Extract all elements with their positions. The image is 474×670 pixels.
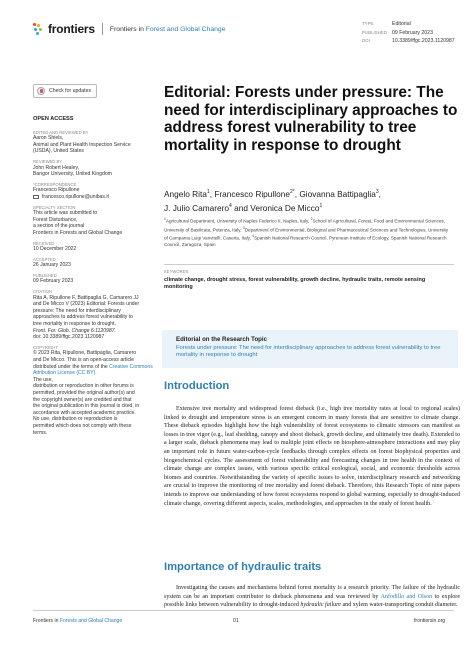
- license-line: and De Micco. This is an open-access article: [33, 357, 134, 363]
- paragraph-italic: hydraulic failure: [300, 602, 341, 609]
- affiliation-sup: 1: [164, 217, 166, 221]
- license-line: the copyright owner(s) are credited and that: [33, 396, 132, 403]
- research-topic-box: [162, 330, 458, 368]
- article-title: Editorial: Forests under pressure: The need for interdisciplinary approaches to address forest vulnerability to tree mortality in response to drought: [164, 84, 458, 154]
- meta-published: [362, 29, 455, 38]
- author[interactable]: [164, 203, 232, 213]
- paragraph-text: Investigating the causes and mechanisms behind forest mortality is a research priority. The failure of the hydraulic system can be an important contributor to dieback phenomena and was reviewed by: [164, 585, 460, 600]
- affiliation-sup: 2: [310, 217, 313, 221]
- affiliation: Department of Environmental, Biological and Pharmaceutical Sciences and Technologies, University of Campania Luigi Vanvitelli, Caserta, Italy,: [164, 227, 449, 241]
- footer-site-link[interactable]: frontiersin.org: [414, 618, 446, 624]
- affiliation: Spanish National Research Council, Pyrenean Institute of Ecology, Spanish National Research Council, Zaragoza, Spain: [164, 235, 447, 247]
- author[interactable]: [164, 189, 210, 199]
- journal-title[interactable]: [110, 26, 226, 33]
- reviewed-by-block: [33, 159, 155, 178]
- section-heading-hydraulic-traits: Importance of hydraulic traits: [164, 561, 322, 573]
- affiliations: [164, 216, 449, 248]
- license-line: No use, distribution or reproduction is: [33, 416, 118, 423]
- specialty-label: SPECIALTY SECTION: [33, 204, 76, 210]
- specialty-line: This article was submitted to: [33, 210, 98, 217]
- keywords-divider: [164, 264, 454, 265]
- citation-line: Rita A, Ripullone F, Battipaglia G, Camarero JJ: [33, 294, 139, 301]
- author-name: Angelo Rita: [164, 188, 207, 199]
- mail-icon: [33, 195, 39, 199]
- author-sup: 3: [375, 189, 379, 195]
- author[interactable]: [214, 189, 294, 199]
- copyright-label: COPYRIGHT: [33, 344, 58, 350]
- hydraulic-body: [164, 584, 460, 610]
- footer-journal[interactable]: [33, 618, 122, 624]
- correspondence-email[interactable]: francesco.ripullone@unibas.it: [42, 193, 109, 200]
- edited-line: Aaron Shiels,: [33, 135, 64, 142]
- affiliation: Agricultural Department, University of Naples Federico II, Naples, Italy,: [165, 218, 311, 224]
- citation-line: Front. For. Glob. Change 6:1120987.: [33, 327, 116, 334]
- license-line: permitted which does not comply with these: [33, 422, 132, 429]
- specialty-line: a section of the journal: [33, 223, 85, 230]
- page-header: [0, 0, 474, 44]
- meta-type-label: TYPE: [362, 21, 374, 26]
- citation-line: pressure: The need for interdisciplinary: [33, 307, 121, 314]
- accepted-label: ACCEPTED: [33, 256, 56, 262]
- license-line: the original publication in this journal is cited, in: [33, 403, 140, 410]
- received-label: RECEIVED: [33, 240, 55, 246]
- correspondence-email-row: [33, 194, 155, 201]
- license-text: distributed under the terms of the: [33, 363, 110, 370]
- specialty-line: Frontiers in Forests and Global Change: [33, 229, 123, 236]
- edited-label: EDITED AND REVIEWED BY: [33, 129, 89, 135]
- reviewed-line: John Robert Healey,: [33, 164, 80, 171]
- cc-by-license-link[interactable]: Creative Commons Attribution License (CC BY).: [33, 363, 153, 377]
- meta-type-value: Editorial: [392, 21, 411, 27]
- author-name: Giovanna Battipaglia: [299, 188, 376, 199]
- affiliation-sup: 3: [242, 225, 245, 230]
- journal-header: [33, 22, 226, 36]
- citation-line: approaches to address forest vulnerability to: [33, 314, 133, 321]
- edited-line: (USDA), United States: [33, 148, 84, 155]
- license-line: © 2023 Rita, Ripullone, Battipaglia, Camarero: [33, 350, 137, 357]
- paragraph-text: and xylem water-transporting conduit diameter.: [340, 602, 458, 609]
- journal-name: Forest and Global Change: [145, 25, 226, 33]
- meta-type: [362, 20, 455, 29]
- author-name: Francesco Ripullone: [214, 188, 290, 199]
- specialty-line: Forest Disturbance,: [33, 216, 78, 223]
- received-date: 10 December 2022: [33, 246, 77, 253]
- brand-name[interactable]: frontiers: [48, 22, 95, 36]
- paragraph-text: to explore possible links between vulnerability to drought-induced: [164, 593, 461, 609]
- check-updates-button[interactable]: [33, 84, 97, 98]
- author-sup: 1: [206, 189, 210, 195]
- header-divider: [102, 23, 103, 35]
- introduction-body: [164, 405, 460, 508]
- citation-block: [33, 289, 155, 341]
- author-name: Veronica De Micco: [250, 202, 320, 213]
- affiliation: School of Agricultural, Forest, Food and Environmental Sciences, University of Basilicata, Potenza, Italy,: [164, 218, 445, 233]
- author-sup: 2*: [289, 189, 295, 195]
- license-line: The use,: [33, 376, 53, 383]
- citation-line: tree mortality in response to drought.: [33, 321, 116, 328]
- copyright-block: [33, 345, 155, 436]
- license-line: accordance with accepted academic practice.: [33, 409, 136, 416]
- citation-label: CITATION: [33, 289, 52, 295]
- page-number: 01: [233, 618, 239, 624]
- reviewed-label: REVIEWED BY: [33, 158, 63, 164]
- specialty-section-block: [33, 205, 155, 237]
- article-meta: [362, 20, 455, 46]
- meta-doi-value[interactable]: 10.3389/ffgc.2023.1120987: [392, 38, 455, 45]
- paragraph: [164, 584, 460, 610]
- edited-by-block: [33, 130, 155, 155]
- footer-journal-prefix: Frontiers in: [33, 618, 60, 624]
- citation-link-anfodillo-olson[interactable]: Anfodillo and Olson: [380, 593, 433, 600]
- footer-divider: [33, 610, 454, 611]
- author[interactable]: [250, 203, 322, 213]
- research-topic-heading: Editorial on the Research Topic: [176, 336, 267, 343]
- keywords-label: KEYWORDS: [164, 269, 189, 274]
- open-access-label: OPEN ACCESS: [33, 116, 74, 122]
- meta-published-label: PUBLISHED: [362, 29, 387, 35]
- crossmark-icon: [37, 87, 45, 95]
- accepted-date: 26 January 2023: [33, 262, 71, 269]
- author-sup: 4: [229, 202, 232, 209]
- affiliation-sup: 4: [252, 234, 255, 239]
- check-updates-label: Check for updates: [49, 87, 92, 94]
- author-list: Angelo Rita$^1$, Francesco Ripullone$^{2*}$, Giovanna Battipaglia$^3$, J. Julio Camarero$^4$ and Veronica De Micco$^1$: [164, 188, 381, 213]
- correspondence-label: *CORRESPONDENCE: [33, 181, 77, 187]
- footer-journal-name: Forests and Global Change: [59, 618, 123, 624]
- section-heading-introduction: Introduction: [164, 380, 230, 392]
- citation-line: and De Micco V (2023) Editorial: Forests under: [33, 301, 140, 308]
- research-topic-link[interactable]: Forests under pressure: The need for interdisciplinary approaches to address forest vulnerability to tree mortality in response to drought: [176, 345, 441, 359]
- meta-doi: [362, 37, 455, 46]
- meta-doi-label: DOI: [362, 38, 370, 44]
- license-line: permitted, provided the original author(s) and: [33, 389, 135, 396]
- author-sup: 1: [319, 202, 323, 209]
- frontiers-logo-icon: [33, 23, 45, 35]
- keywords: climate change, drought stress, forest vulnerability, growth decline, hydraulic traits, remote sensing monitoring: [164, 277, 426, 291]
- published-label: PUBLISHED: [33, 272, 57, 278]
- citation-doi[interactable]: doi: 10.3389/ffgc.2023.1120987: [33, 334, 105, 341]
- correspondence-name: Francesco Ripullone: [33, 187, 80, 194]
- author-name: J. Julio Camarero: [164, 202, 230, 213]
- article-sidebar: [33, 84, 155, 439]
- author[interactable]: [299, 189, 378, 199]
- edited-line: Animal and Plant Health Inspection Service: [33, 141, 131, 148]
- license-line: [33, 364, 155, 377]
- license-line: distribution or reproduction in other forums is: [33, 383, 134, 390]
- meta-published-value: 09 February 2023: [392, 29, 433, 36]
- reviewed-line: Bangor University, United Kingdom: [33, 171, 112, 178]
- published-date: 09 February 2023: [33, 278, 74, 285]
- paragraph: Extensive tree mortality and widespread forest dieback (i.e., high tree mortality rates at local to regional scales) linked to drought and temperature stress is an emergent concern in many forests that are sensitive to climate change. These dieback episodes highlight how the high vulnerability of forest ecosystems to climatic stressors can manifest as losses in tree vigor (e.g., leaf shedding, canopy and shoot dieback, growth decline, and ultimately tree death). Extended to a larger scale, dieback phenomena may lead to multiple joint effects on biosphere-atmosphere interactions and may play an important role in future water-carbon-cycle feedbacks through complex effects on forest biophysical properties and biogeochemical cycles. The assessment of forest vulnerability and forecasting changes in tree health in the context of climate change are complex issues, with various specific critical ecological, social, and economic thresholds across biomes and countries. Notwithstanding the variety of specific issues to solve, interdisciplinary research and networking are crucial to improve the monitoring of tree mortality and forest dieback. Therefore, this Research Topic of nine papers intends to improve our understanding of how forest ecosystems respond to global warming, especially to drought-induced climate change, covering different aspects, scales, methodologies, and approaches in the study of forest health.: [164, 406, 460, 507]
- correspondence-block: [33, 182, 155, 201]
- dates-block: [33, 241, 155, 286]
- license-line: terms.: [33, 429, 48, 436]
- journal-prefix: Frontiers in: [109, 25, 146, 33]
